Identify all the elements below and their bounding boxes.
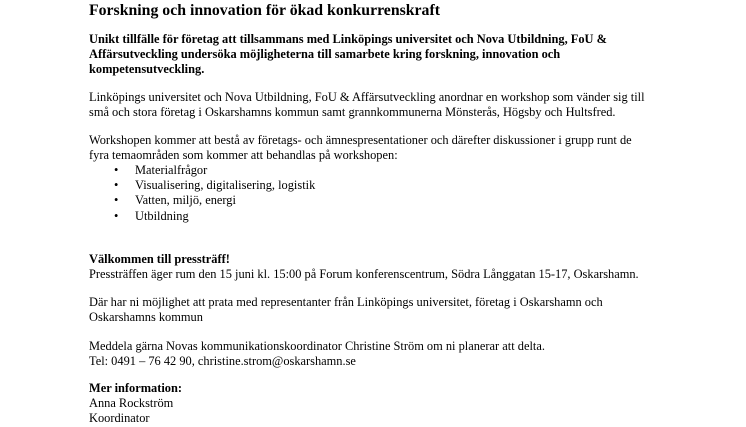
list-item (89, 193, 669, 208)
bullet-icon: • (114, 208, 119, 223)
list-item (89, 178, 669, 193)
contact-paragraph (89, 339, 669, 369)
contact-name: Anna Rockström (89, 396, 174, 411)
press-text: Pressträffen äger rum den 15 juni kl. 15:00 på Forum konferenscentrum, Södra Långgatan 15-17, Oskarshamn. (89, 267, 639, 282)
intro-line: Affärsutveckling undersöka möjligheterna till samarbete kring forskning, innovation och (89, 47, 561, 62)
paragraph-line: Linköpings universitet och Nova Utbildning, FoU & Affärsutveckling anordnar en workshop som vänder sig till (89, 90, 645, 104)
paragraph-representatives (89, 295, 669, 325)
intro-line: kompetensutveckling. (89, 62, 205, 77)
intro-paragraph (89, 32, 669, 78)
theme-label: Materialfrågor (135, 163, 208, 177)
bullet-icon: • (114, 163, 119, 177)
theme-label: Vatten, miljö, energi (135, 193, 236, 208)
paragraph-line: små och stora företag i Oskarshamns kommun samt grannkommunerna Mönsterås, Högsby och Hultsfred. (89, 105, 616, 120)
more-info-section (89, 381, 669, 427)
document-title: Forskning och innovation för ökad konkurrenskraft (89, 2, 440, 19)
paragraph-line: Workshopen kommer att bestå av företags- och ämnespresentationer och därefter diskussioner i grupp runt de (89, 133, 632, 147)
paragraph-line: Oskarshamns kommun (89, 310, 203, 325)
list-item (89, 209, 669, 224)
theme-label: Utbildning (135, 208, 189, 223)
press-heading: Välkommen till pressträff! (89, 252, 230, 266)
list-item (89, 163, 669, 178)
bullet-icon: • (114, 178, 119, 193)
paragraph-line: fyra temaområden som kommer att behandlas på workshopen: (89, 148, 398, 163)
contact-line: Meddela gärna Novas kommunikationskoordinator Christine Ström om ni planerar att delta. (89, 339, 545, 353)
theme-list (89, 163, 669, 224)
press-section (89, 252, 669, 282)
paragraph-workshop-organizers (89, 90, 669, 120)
paragraph-line: Där har ni möjlighet att prata med representanter från Linköpings universitet, företag i Oskarshamn och (89, 295, 603, 309)
intro-line: Unikt tillfälle för företag att tillsammans med Linköpings universitet och Nova Utbildning, FoU & (89, 32, 607, 46)
more-info-heading: Mer information: (89, 381, 183, 395)
paragraph-workshop-content (89, 133, 669, 163)
contact-role: Koordinator (89, 411, 150, 426)
theme-label: Visualisering, digitalisering, logistik (135, 178, 316, 193)
contact-email-line: Tel: 0491 – 76 42 90, christine.strom@oskarshamn.se (89, 354, 356, 369)
bullet-icon: • (114, 193, 119, 208)
